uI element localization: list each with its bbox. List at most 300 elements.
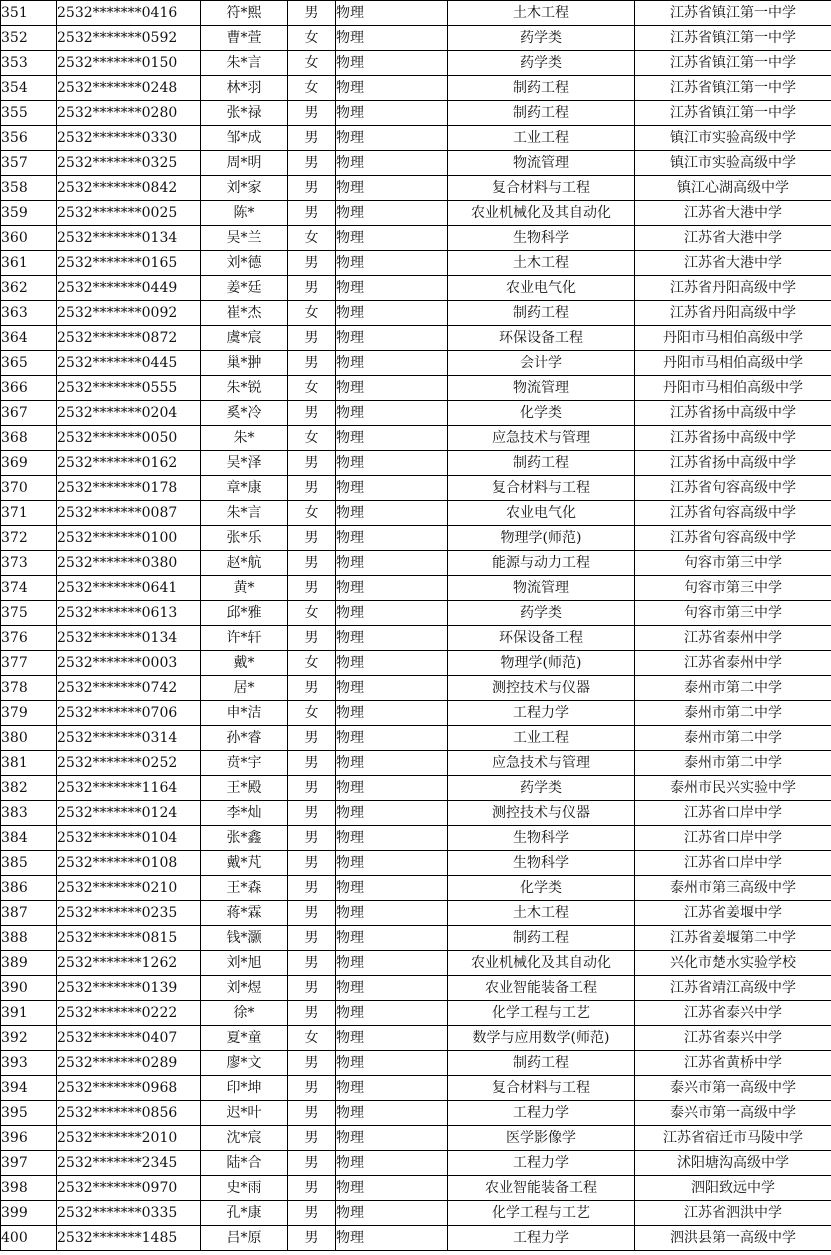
school-cell: 泰兴市第一高级中学 [635,1101,831,1126]
major-cell: 土木工程 [448,901,635,926]
table-row [1,1201,831,1226]
student-name-cell: 印*坤 [201,1076,288,1101]
student-name-cell: 刘*旭 [201,951,288,976]
gender-cell: 男 [288,851,336,876]
candidate-id-cell: 2532*******0330 [57,126,201,151]
gender-cell: 女 [288,426,336,451]
student-name-cell: 王*森 [201,876,288,901]
school-cell: 江苏省泰兴中学 [635,1026,831,1051]
student-name-cell: 虞*宸 [201,326,288,351]
row-number-cell: 365 [1,351,57,376]
subject-cell: 物理 [336,451,448,476]
school-cell: 江苏省丹阳高级中学 [635,276,831,301]
school-cell: 镇江市实验高级中学 [635,151,831,176]
row-number-cell: 398 [1,1176,57,1201]
candidate-id-cell: 2532*******0134 [57,626,201,651]
gender-cell: 男 [288,1051,336,1076]
subject-cell: 物理 [336,876,448,901]
subject-cell: 物理 [336,501,448,526]
candidate-id-cell: 2532*******0592 [57,26,201,51]
school-cell: 丹阳市马相伯高级中学 [635,351,831,376]
candidate-id-cell: 2532*******0235 [57,901,201,926]
row-number-cell: 352 [1,26,57,51]
row-number-cell: 379 [1,701,57,726]
table-row [1,676,831,701]
gender-cell: 男 [288,726,336,751]
table-row [1,51,831,76]
gender-cell: 男 [288,751,336,776]
student-name-cell: 张*鑫 [201,826,288,851]
row-number-cell: 369 [1,451,57,476]
candidate-id-cell: 2532*******0449 [57,276,201,301]
row-number-cell: 394 [1,1076,57,1101]
candidate-id-cell: 2532*******0248 [57,76,201,101]
student-name-cell: 钱*灏 [201,926,288,951]
gender-cell: 男 [288,776,336,801]
table-row [1,426,831,451]
candidate-id-cell: 2532*******0416 [57,1,201,26]
school-cell: 江苏省姜堰中学 [635,901,831,926]
student-name-cell: 朱*言 [201,501,288,526]
subject-cell: 物理 [336,176,448,201]
major-cell: 药学类 [448,601,635,626]
row-number-cell: 380 [1,726,57,751]
candidate-id-cell: 2532*******0222 [57,1001,201,1026]
row-number-cell: 391 [1,1001,57,1026]
gender-cell: 男 [288,876,336,901]
major-cell: 环保设备工程 [448,626,635,651]
subject-cell: 物理 [336,826,448,851]
gender-cell: 女 [288,501,336,526]
row-number-cell: 381 [1,751,57,776]
candidate-id-cell: 2532*******0968 [57,1076,201,1101]
major-cell: 复合材料与工程 [448,1076,635,1101]
major-cell: 制药工程 [448,1051,635,1076]
row-number-cell: 355 [1,101,57,126]
table-row [1,376,831,401]
gender-cell: 女 [288,301,336,326]
table-row [1,551,831,576]
gender-cell: 男 [288,1,336,26]
subject-cell: 物理 [336,1201,448,1226]
subject-cell: 物理 [336,326,448,351]
major-cell: 会计学 [448,351,635,376]
candidate-id-cell: 2532*******0380 [57,551,201,576]
row-number-cell: 357 [1,151,57,176]
student-name-cell: 陈* [201,201,288,226]
gender-cell: 女 [288,651,336,676]
row-number-cell: 399 [1,1201,57,1226]
candidate-id-cell: 2532*******0445 [57,351,201,376]
student-name-cell: 巢*翀 [201,351,288,376]
candidate-id-cell: 2532*******0162 [57,451,201,476]
gender-cell: 男 [288,451,336,476]
student-name-cell: 邹*成 [201,126,288,151]
gender-cell: 男 [288,926,336,951]
gender-cell: 男 [288,1226,336,1251]
row-number-cell: 390 [1,976,57,1001]
row-number-cell: 393 [1,1051,57,1076]
row-number-cell: 387 [1,901,57,926]
subject-cell: 物理 [336,651,448,676]
school-cell: 泰州市第二中学 [635,701,831,726]
major-cell: 生物科学 [448,851,635,876]
candidate-id-cell: 2532*******0842 [57,176,201,201]
row-number-cell: 351 [1,1,57,26]
subject-cell: 物理 [336,1101,448,1126]
student-name-cell: 章*康 [201,476,288,501]
subject-cell: 物理 [336,801,448,826]
candidate-id-cell: 2532*******0280 [57,101,201,126]
row-number-cell: 395 [1,1101,57,1126]
school-cell: 泰州市第二中学 [635,676,831,701]
gender-cell: 男 [288,176,336,201]
school-cell: 江苏省大港中学 [635,226,831,251]
school-cell: 江苏省扬中高级中学 [635,401,831,426]
row-number-cell: 364 [1,326,57,351]
school-cell: 江苏省宿迁市马陵中学 [635,1126,831,1151]
major-cell: 制药工程 [448,926,635,951]
subject-cell: 物理 [336,1126,448,1151]
school-cell: 句容市第三中学 [635,601,831,626]
major-cell: 环保设备工程 [448,326,635,351]
school-cell: 江苏省口岸中学 [635,851,831,876]
subject-cell: 物理 [336,426,448,451]
gender-cell: 男 [288,1201,336,1226]
school-cell: 江苏省靖江高级中学 [635,976,831,1001]
subject-cell: 物理 [336,551,448,576]
gender-cell: 女 [288,601,336,626]
major-cell: 土木工程 [448,251,635,276]
table-row [1,276,831,301]
row-number-cell: 371 [1,501,57,526]
student-name-cell: 崔*杰 [201,301,288,326]
gender-cell: 男 [288,401,336,426]
school-cell: 句容市第三中学 [635,551,831,576]
school-cell: 句容市第三中学 [635,576,831,601]
major-cell: 测控技术与仪器 [448,801,635,826]
subject-cell: 物理 [336,701,448,726]
gender-cell: 女 [288,76,336,101]
major-cell: 工程力学 [448,1151,635,1176]
student-name-cell: 徐* [201,1001,288,1026]
student-name-cell: 王*殿 [201,776,288,801]
table-row [1,1026,831,1051]
row-number-cell: 370 [1,476,57,501]
major-cell: 制药工程 [448,301,635,326]
school-cell: 泗洪县第一高级中学 [635,1226,831,1251]
row-number-cell: 373 [1,551,57,576]
row-number-cell: 382 [1,776,57,801]
candidate-id-cell: 2532*******0872 [57,326,201,351]
student-name-cell: 邱*雅 [201,601,288,626]
school-cell: 沭阳塘沟高级中学 [635,1151,831,1176]
row-number-cell: 359 [1,201,57,226]
row-number-cell: 389 [1,951,57,976]
subject-cell: 物理 [336,1176,448,1201]
table-row [1,226,831,251]
row-number-cell: 360 [1,226,57,251]
student-name-cell: 夏*童 [201,1026,288,1051]
candidate-id-cell: 2532*******2345 [57,1151,201,1176]
subject-cell: 物理 [336,101,448,126]
candidate-id-cell: 2532*******0407 [57,1026,201,1051]
major-cell: 应急技术与管理 [448,751,635,776]
school-cell: 江苏省黄桥中学 [635,1051,831,1076]
gender-cell: 男 [288,1176,336,1201]
candidate-id-cell: 2532*******0025 [57,201,201,226]
student-name-cell: 曹*萱 [201,26,288,51]
gender-cell: 男 [288,801,336,826]
major-cell: 药学类 [448,26,635,51]
major-cell: 制药工程 [448,76,635,101]
school-cell: 江苏省镇江第一中学 [635,51,831,76]
gender-cell: 男 [288,1101,336,1126]
school-cell: 江苏省句容高级中学 [635,526,831,551]
school-cell: 江苏省泗洪中学 [635,1201,831,1226]
major-cell: 化学类 [448,401,635,426]
candidate-id-cell: 2532*******0555 [57,376,201,401]
major-cell: 生物科学 [448,226,635,251]
school-cell: 泰州市第二中学 [635,751,831,776]
row-number-cell: 368 [1,426,57,451]
table-row [1,951,831,976]
row-number-cell: 400 [1,1226,57,1251]
table-row [1,26,831,51]
school-cell: 江苏省镇江第一中学 [635,101,831,126]
subject-cell: 物理 [336,376,448,401]
table-row [1,626,831,651]
gender-cell: 男 [288,576,336,601]
school-cell: 江苏省镇江第一中学 [635,26,831,51]
subject-cell: 物理 [336,76,448,101]
school-cell: 江苏省镇江第一中学 [635,1,831,26]
student-name-cell: 许*轩 [201,626,288,651]
row-number-cell: 354 [1,76,57,101]
major-cell: 化学工程与工艺 [448,1001,635,1026]
table-row [1,1126,831,1151]
subject-cell: 物理 [336,1,448,26]
candidate-id-cell: 2532*******0742 [57,676,201,701]
row-number-cell: 358 [1,176,57,201]
gender-cell: 男 [288,551,336,576]
candidate-id-cell: 2532*******0165 [57,251,201,276]
table-row [1,151,831,176]
candidate-id-cell: 2532*******0970 [57,1176,201,1201]
candidate-id-cell: 2532*******0856 [57,1101,201,1126]
subject-cell: 物理 [336,601,448,626]
subject-cell: 物理 [336,1051,448,1076]
candidate-id-cell: 2532*******0252 [57,751,201,776]
table-row [1,651,831,676]
table-row [1,526,831,551]
gender-cell: 男 [288,1076,336,1101]
student-name-cell: 奚*冷 [201,401,288,426]
major-cell: 物流管理 [448,376,635,401]
gender-cell: 男 [288,676,336,701]
major-cell: 应急技术与管理 [448,426,635,451]
gender-cell: 女 [288,376,336,401]
gender-cell: 女 [288,701,336,726]
row-number-cell: 366 [1,376,57,401]
subject-cell: 物理 [336,51,448,76]
major-cell: 农业电气化 [448,276,635,301]
school-cell: 江苏省大港中学 [635,251,831,276]
table-row [1,876,831,901]
candidate-id-cell: 2532*******0204 [57,401,201,426]
row-number-cell: 378 [1,676,57,701]
gender-cell: 男 [288,201,336,226]
subject-cell: 物理 [336,976,448,1001]
school-cell: 泰州市民兴实验中学 [635,776,831,801]
subject-cell: 物理 [336,526,448,551]
school-cell: 兴化市楚水实验学校 [635,951,831,976]
table-row [1,901,831,926]
school-cell: 江苏省扬中高级中学 [635,451,831,476]
major-cell: 物理学(师范) [448,651,635,676]
student-name-cell: 迟*叶 [201,1101,288,1126]
major-cell: 土木工程 [448,1,635,26]
candidate-id-cell: 2532*******0641 [57,576,201,601]
major-cell: 物流管理 [448,576,635,601]
major-cell: 数学与应用数学(师范) [448,1026,635,1051]
major-cell: 农业电气化 [448,501,635,526]
student-name-cell: 申*洁 [201,701,288,726]
candidate-id-cell: 2532*******0325 [57,151,201,176]
gender-cell: 男 [288,126,336,151]
table-row [1,501,831,526]
student-name-cell: 张*乐 [201,526,288,551]
major-cell: 能源与动力工程 [448,551,635,576]
row-number-cell: 361 [1,251,57,276]
candidate-id-cell: 2532*******0087 [57,501,201,526]
major-cell: 工业工程 [448,726,635,751]
school-cell: 江苏省句容高级中学 [635,501,831,526]
row-number-cell: 363 [1,301,57,326]
row-number-cell: 392 [1,1026,57,1051]
subject-cell: 物理 [336,151,448,176]
student-name-cell: 吴*泽 [201,451,288,476]
table-row [1,776,831,801]
candidate-id-cell: 2532*******0092 [57,301,201,326]
table-row [1,351,831,376]
school-cell: 江苏省扬中高级中学 [635,426,831,451]
row-number-cell: 388 [1,926,57,951]
table-row [1,126,831,151]
subject-cell: 物理 [336,776,448,801]
table-row [1,76,831,101]
row-number-cell: 397 [1,1151,57,1176]
table-row [1,851,831,876]
candidate-id-cell: 2532*******0150 [57,51,201,76]
major-cell: 制药工程 [448,101,635,126]
subject-cell: 物理 [336,926,448,951]
table-row [1,451,831,476]
major-cell: 工程力学 [448,701,635,726]
gender-cell: 男 [288,1151,336,1176]
major-cell: 农业机械化及其自动化 [448,201,635,226]
gender-cell: 男 [288,1001,336,1026]
table-row [1,926,831,951]
school-cell: 镇江心湖高级中学 [635,176,831,201]
school-cell: 泗阳致远中学 [635,1176,831,1201]
student-name-cell: 贲*宇 [201,751,288,776]
student-name-cell: 刘*德 [201,251,288,276]
student-name-cell: 朱*言 [201,51,288,76]
gender-cell: 男 [288,626,336,651]
subject-cell: 物理 [336,1026,448,1051]
row-number-cell: 384 [1,826,57,851]
major-cell: 工程力学 [448,1101,635,1126]
major-cell: 测控技术与仪器 [448,676,635,701]
student-name-cell: 蒋*霖 [201,901,288,926]
gender-cell: 男 [288,101,336,126]
school-cell: 江苏省句容高级中学 [635,476,831,501]
candidate-id-cell: 2532*******0050 [57,426,201,451]
gender-cell: 男 [288,476,336,501]
school-cell: 镇江市实验高级中学 [635,126,831,151]
student-name-cell: 吕*原 [201,1226,288,1251]
table-row [1,101,831,126]
row-number-cell: 374 [1,576,57,601]
row-number-cell: 383 [1,801,57,826]
gender-cell: 男 [288,251,336,276]
row-number-cell: 362 [1,276,57,301]
table-row [1,1076,831,1101]
gender-cell: 女 [288,1026,336,1051]
gender-cell: 女 [288,26,336,51]
gender-cell: 男 [288,901,336,926]
subject-cell: 物理 [336,226,448,251]
school-cell: 江苏省泰州中学 [635,626,831,651]
table-row [1,1226,831,1251]
subject-cell: 物理 [336,276,448,301]
candidate-id-cell: 2532*******0100 [57,526,201,551]
subject-cell: 物理 [336,676,448,701]
table-row [1,1001,831,1026]
row-number-cell: 385 [1,851,57,876]
candidate-id-cell: 2532*******0124 [57,801,201,826]
student-name-cell: 孔*康 [201,1201,288,1226]
major-cell: 工业工程 [448,126,635,151]
subject-cell: 物理 [336,126,448,151]
student-name-cell: 黄* [201,576,288,601]
student-name-cell: 朱*锐 [201,376,288,401]
major-cell: 药学类 [448,51,635,76]
major-cell: 物理学(师范) [448,526,635,551]
table-row [1,251,831,276]
table-row [1,176,831,201]
subject-cell: 物理 [336,476,448,501]
candidate-id-cell: 2532*******2010 [57,1126,201,1151]
gender-cell: 男 [288,1126,336,1151]
student-name-cell: 史*雨 [201,1176,288,1201]
gender-cell: 男 [288,826,336,851]
school-cell: 泰州市第三高级中学 [635,876,831,901]
row-number-cell: 377 [1,651,57,676]
student-name-cell: 沈*宸 [201,1126,288,1151]
major-cell: 物流管理 [448,151,635,176]
table-row [1,826,831,851]
candidate-id-cell: 2532*******1164 [57,776,201,801]
major-cell: 农业智能装备工程 [448,1176,635,1201]
school-cell: 江苏省镇江第一中学 [635,76,831,101]
subject-cell: 物理 [336,901,448,926]
table-row [1,601,831,626]
row-number-cell: 386 [1,876,57,901]
school-cell: 丹阳市马相伯高级中学 [635,326,831,351]
subject-cell: 物理 [336,851,448,876]
